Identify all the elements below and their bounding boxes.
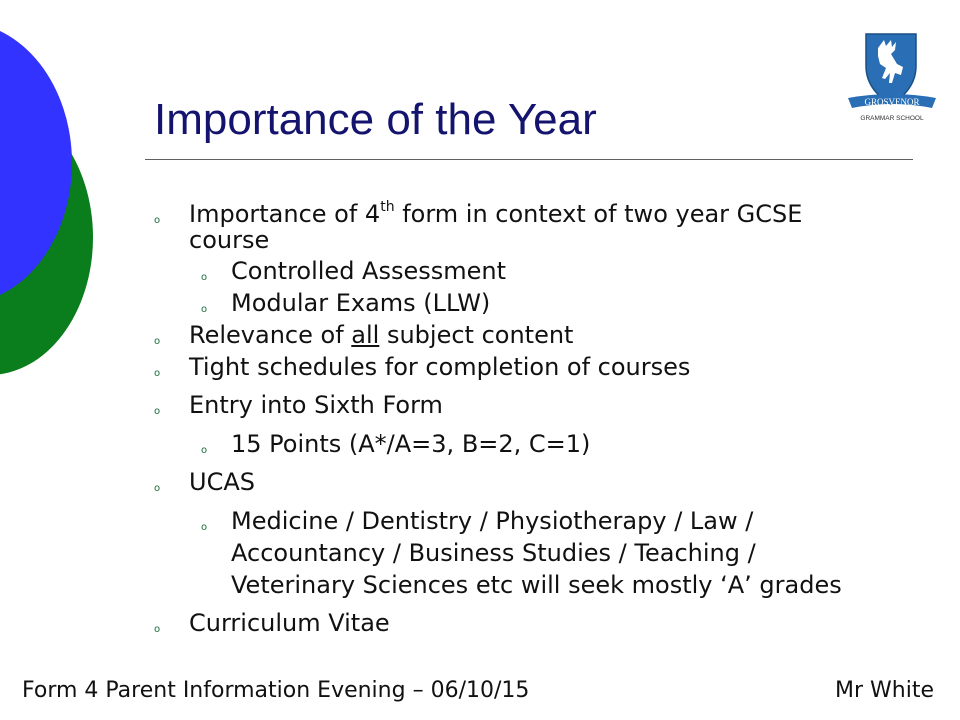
sub-bullet-controlled-assessment: o Controlled Assessment (231, 255, 506, 287)
bullet-circle-icon: o (201, 522, 208, 533)
bullet-ucas: o UCAS (189, 466, 255, 498)
stag-shield-icon (866, 34, 916, 104)
bullet-continuation: course (189, 226, 270, 254)
bullet-circle-icon: o (201, 304, 208, 315)
bullet-tight-schedules: o Tight schedules for completion of courses (189, 351, 690, 383)
school-logo (846, 30, 938, 124)
bullet-circle-icon: o (154, 336, 161, 347)
logo-name: GROSVENOR (864, 97, 920, 107)
bullet-circle-icon: o (201, 445, 208, 456)
title-divider (145, 159, 913, 160)
sub-bullet-careers-line-2: Accountancy / Business Studies / Teaching / (231, 539, 756, 567)
footer-event: Form 4 Parent Information Evening – 06/10/15 (22, 678, 530, 703)
bullet-circle-icon: o (154, 406, 161, 417)
bullet-curriculum-vitae: o Curriculum Vitae (189, 607, 390, 639)
bullet-circle-icon: o (154, 483, 161, 494)
sub-bullet-careers-line-3: Veterinary Sciences etc will seek mostly ‘A’ grades (231, 571, 842, 599)
logo-subtitle: GRAMMAR SCHOOL (860, 115, 924, 122)
sub-bullet-15-points: o 15 Points (A*/A=3, B=2, C=1) (231, 428, 590, 460)
bullet-circle-icon: o (154, 624, 161, 635)
bullet-relevance: o Relevance of all subject content (189, 319, 573, 351)
sub-bullet-modular-exams: o Modular Exams (LLW) (231, 287, 490, 319)
bullet-importance-of-4th-form: o Importance of 4th form in context of two year GCSE (189, 198, 802, 230)
slide-title: Importance of the Year (154, 95, 597, 144)
bullet-circle-icon: o (154, 215, 161, 226)
bullet-sixth-form: o Entry into Sixth Form (189, 389, 443, 421)
bullet-circle-icon: o (201, 272, 208, 283)
footer-presenter: Mr White (835, 678, 934, 703)
sub-bullet-careers-line-1: o Medicine / Dentistry / Physiotherapy / Law / (231, 505, 753, 537)
bullet-circle-icon: o (154, 368, 161, 379)
